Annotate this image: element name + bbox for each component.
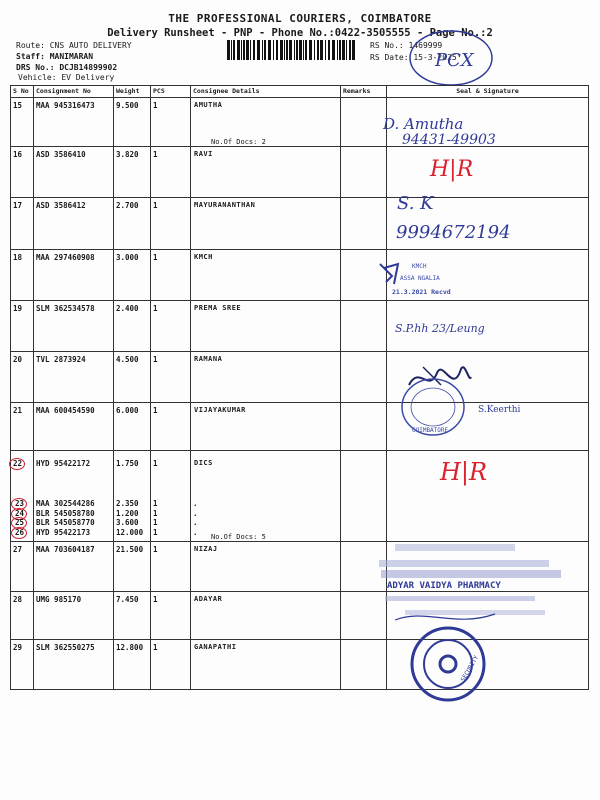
- sub-sno-list: 23 24 25 26: [15, 499, 25, 537]
- col-pcs: PCS: [151, 86, 191, 98]
- barcode: [227, 40, 355, 60]
- col-consignment: Consignment No: [34, 86, 114, 98]
- row-consignee: MAYURANANTHAN: [194, 201, 256, 209]
- row-docs: No.Of Docs: 2: [211, 138, 266, 146]
- row-sno: 28: [13, 595, 23, 604]
- col-weight: Weight: [114, 86, 151, 98]
- row-sno: 20: [13, 355, 23, 364]
- row-consignment: ASD 3586410: [36, 150, 86, 159]
- row-pcs: 1: [153, 406, 158, 415]
- table-header-row: [11, 86, 589, 98]
- row-weight: 4.500: [116, 355, 139, 364]
- runsheet-subtitle: Delivery Runsheet - PNP - Phone No.:0422-3505555 - Page No.:2: [107, 27, 493, 39]
- row-pcs: 1: [153, 545, 158, 554]
- col-sno: S No: [11, 86, 34, 98]
- col-consignee: Consignee Details: [191, 86, 341, 98]
- sub-pcs-list: 1 1 1 1: [153, 499, 158, 537]
- row-consignment: MAA 297460908: [36, 253, 95, 262]
- signature-sk: S. K: [397, 193, 434, 214]
- table-row: [11, 147, 589, 198]
- svg-text:ADYAR VAIDYA PHARMACY: ADYAR VAIDYA PHARMACY: [387, 581, 501, 591]
- row-consignee: GANAPATHI: [194, 643, 237, 651]
- signature-prema: S.P.hh 23/Leung: [395, 322, 485, 335]
- coimbatore-round-stamp: [398, 376, 468, 438]
- rs-date: RS Date: 15-3-2025: [370, 53, 457, 62]
- row-pcs: 1: [153, 355, 158, 364]
- row-pcs: 1: [153, 595, 158, 604]
- staff-label: Staff: MANIMARAN: [16, 52, 94, 61]
- row-consignee: ADAYAR: [194, 595, 223, 603]
- svg-text:KMCH: KMCH: [412, 263, 427, 270]
- row-pcs: 1: [153, 643, 158, 652]
- security-round-stamp: [408, 624, 488, 704]
- row-consignment: SLM 362534578: [36, 304, 95, 313]
- pcx-stamp: [407, 28, 495, 88]
- row-consignee: NIZAJ: [194, 545, 218, 553]
- company-title: THE PROFESSIONAL COURIERS, COIMBATORE: [168, 12, 432, 25]
- row-weight: 2.400: [116, 304, 139, 313]
- table-row: [11, 640, 589, 690]
- row-pcs: 1: [153, 150, 158, 159]
- row-consignment: SLM 362550275: [36, 643, 95, 652]
- signature-keerthi: S.Keerthi: [478, 405, 521, 415]
- sub-consignment-list: MAA 302544286 BLR 545058780 BLR 545058770 HYD 95422173: [36, 499, 95, 537]
- row-sno: 17: [13, 201, 23, 210]
- row-weight: 6.000: [116, 406, 139, 415]
- row-pcs: 1: [153, 253, 158, 262]
- row-consignment: MAA 945316473: [36, 101, 95, 110]
- row-sno: 18: [13, 253, 23, 262]
- kmch-stamp: [372, 254, 552, 304]
- vehicle-label: Vehicle: EV Delivery: [18, 73, 115, 82]
- row-pcs: 1: [153, 304, 158, 313]
- row-consignee: PREMA SREE: [194, 304, 242, 312]
- row-consignment: TVL 2873924: [36, 355, 86, 364]
- table-row: [11, 352, 589, 403]
- sub-weight-list: 2.350 1.200 3.600 12.000: [116, 499, 144, 537]
- drs-number: DRS No.: DCJB14899902: [16, 63, 118, 72]
- row-consignment: MAA 600454590: [36, 406, 95, 415]
- svg-text:PCX: PCX: [435, 50, 474, 71]
- row-sno: 16: [13, 150, 23, 159]
- table-row: [11, 301, 589, 352]
- svg-text:SECURITY: SECURITY: [459, 654, 481, 683]
- row-sno: 19: [13, 304, 23, 313]
- row-weight: 7.450: [116, 595, 139, 604]
- table-row: [11, 451, 589, 542]
- col-remarks: Remarks: [341, 86, 387, 98]
- row-pcs: 1: [153, 459, 158, 468]
- row-consignee: VIJAYAKUMAR: [194, 406, 246, 414]
- row-weight: 2.700: [116, 201, 139, 210]
- svg-text:ASSA NGALIA: ASSA NGALIA: [400, 275, 440, 282]
- svg-text:21.3.2021 Recvd: 21.3.2021 Recvd: [392, 288, 451, 296]
- row-consignee: RAMANA: [194, 355, 223, 363]
- row-consignee: RAVI: [194, 150, 213, 158]
- row-sno: 29: [13, 643, 23, 652]
- row-docs: No.Of Docs: 5: [211, 533, 266, 541]
- row-weight: 12.800: [116, 643, 144, 652]
- signature-amutha: D. Amutha: [383, 115, 464, 133]
- row-consignment: MAA 703604187: [36, 545, 95, 554]
- hr-mark-red: H|R: [430, 157, 474, 182]
- sub-consignee-list: . . . .: [193, 499, 198, 537]
- vaidya-pharmacy-stamp: [375, 540, 575, 630]
- route-label: Route: CNS AUTO DELIVERY: [16, 41, 132, 50]
- hr-mark-red-2: H|R: [440, 458, 488, 486]
- row-sno: 21: [13, 406, 23, 415]
- signature-phone-15: 94431-49903: [402, 132, 496, 148]
- row-pcs: 1: [153, 201, 158, 210]
- row-consignment: UMG 985170: [36, 595, 82, 604]
- row-weight: 3.000: [116, 253, 139, 262]
- row-consignment: HYD 95422172: [36, 459, 91, 468]
- row-weight: 3.820: [116, 150, 139, 159]
- row-weight: 1.750: [116, 459, 139, 468]
- row-sno: 27: [13, 545, 23, 554]
- row-consignee: AMUTHA: [194, 101, 223, 109]
- rs-number: RS No.: 1469999: [370, 41, 443, 50]
- row-consignee: KMCH: [194, 253, 213, 261]
- row-sno: 15: [13, 101, 23, 110]
- row-pcs: 1: [153, 101, 158, 110]
- row-consignment: ASD 3586412: [36, 201, 86, 210]
- row-weight: 9.500: [116, 101, 139, 110]
- signature-phone-17: 9994672194: [396, 222, 511, 243]
- svg-text:COIMBATORE: COIMBATORE: [412, 427, 449, 434]
- col-signature: Seal & Signature: [387, 86, 589, 98]
- table-row: [11, 98, 589, 147]
- row-weight: 21.500: [116, 545, 144, 554]
- row-sno: 22: [13, 459, 23, 468]
- row-consignee: DICS: [194, 459, 213, 467]
